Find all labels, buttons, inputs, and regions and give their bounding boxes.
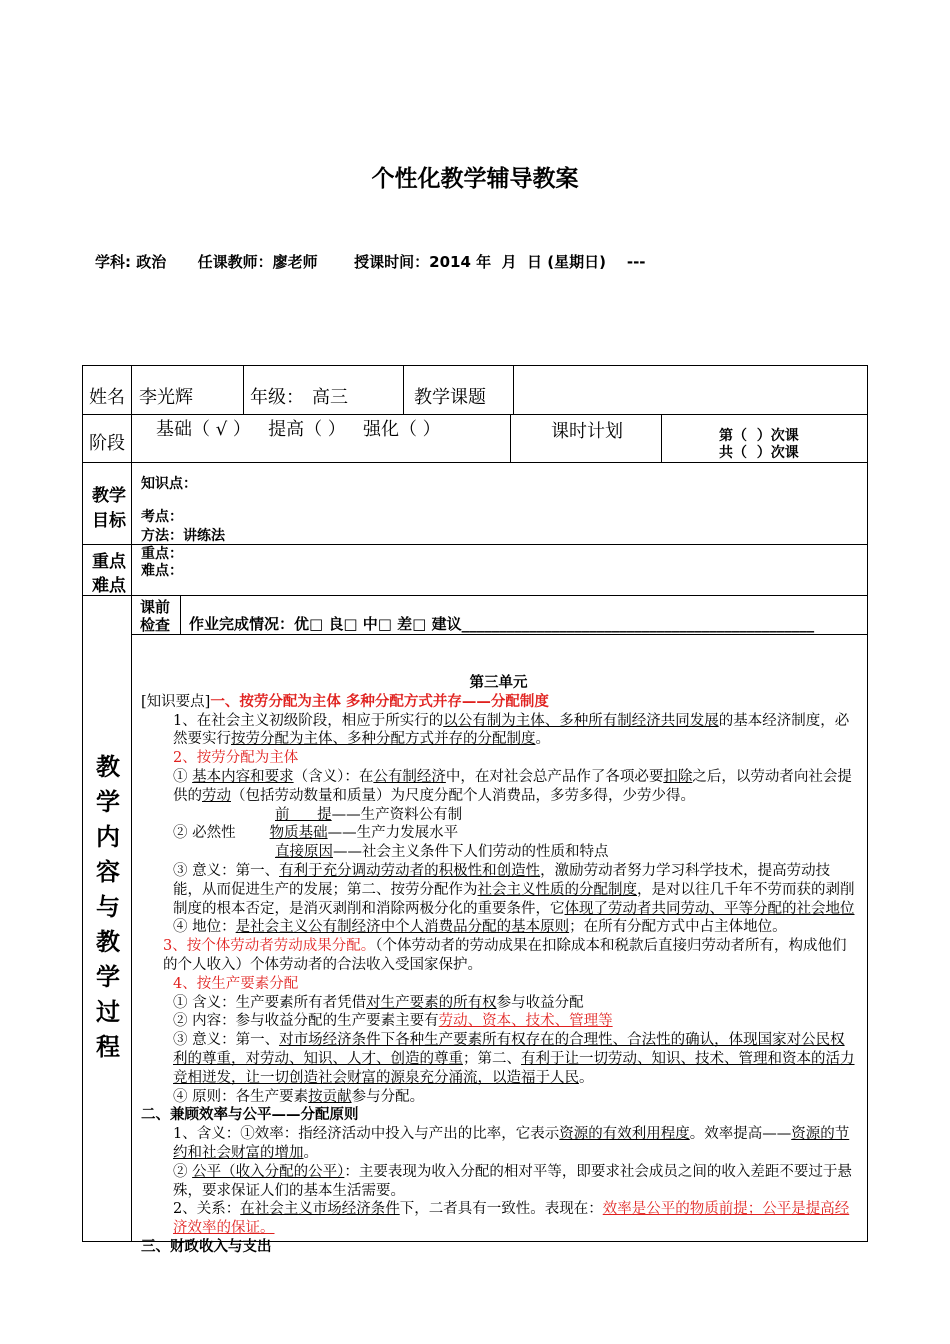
basic-content: ① 基本内容和要求（含义）：在公有制经济中，在对社会总产品作了各项必要扣除之后，以劳动者向社会提供的劳动（包括劳动数量和质量）为尺度分配个人消费品，多劳多得，少劳少得。 (173, 768, 852, 804)
hard-point: 难点： (141, 563, 183, 579)
status-paragraph: ④ 地位：是社会主义公有制经济中个人消费品分配的基本原则；在所有分配方式中占主体地位。 (173, 919, 787, 936)
necessity-premise: 前 提——生产资料公有制 (275, 806, 463, 823)
heading-3: 三、财政收入与支出 (141, 1238, 272, 1255)
name-label: 姓名 (89, 387, 125, 408)
plan-label: 课时计划 (551, 421, 623, 442)
lesson-time: 授课时间：2014 年 月 日 (星期日) --- (354, 253, 646, 271)
plan-current: 第（ ）次课 (719, 428, 799, 444)
stage-options: 基础（ √ ） 提高（ ） 强化（ ） (156, 419, 441, 440)
precheck-label-2: 检查 (140, 616, 171, 634)
necessity-direct: 直接原因——社会主义条件下人们劳动的性质和特点 (275, 844, 609, 861)
factor-meaning: ① 含义：生产要素所有者凭借对生产要素的所有权参与收益分配 (173, 994, 584, 1011)
fairness-meaning: ② 公平（收入分配的公平）：主要表现为收入分配的相对平等，即要求社会成员之间的收入差距不要过于悬殊，要求保证人们的基本生活需要。 (173, 1163, 852, 1199)
teaching-method: 方法：讲练法 (141, 528, 225, 544)
lesson-meta (95, 251, 646, 272)
section-4-title: 4、按生产要素分配 (173, 975, 299, 992)
factor-content: ② 内容：参与收益分配的生产要素主要有劳动、资本、技术、管理等 (173, 1013, 613, 1030)
exam-points: 考点： (141, 509, 183, 525)
heading-2: 二、兼顾效率与公平——分配原则 (141, 1107, 359, 1124)
lesson-content (141, 674, 856, 1257)
paragraph-1: 1、在社会主义初级阶段，相应于所实行的以公有制为主体、多种所有制经济共同发展的基本经济制度，必然要实行按劳分配为主体、多种分配方式并存的分配制度。 (173, 712, 850, 748)
unit-title: 第三单元 (469, 675, 528, 691)
precheck-label-1: 课前 (140, 598, 171, 616)
goal-label-2: 目标 (92, 511, 126, 531)
key-label-1: 重点 (92, 552, 126, 572)
relationship: 2、关系：在社会主义市场经济条件下，二者具有一致性。表现在：效率是公平的物质前提；公平是提高经济效率的保证。 (173, 1201, 850, 1237)
subject: 学科: 政治 (95, 253, 167, 271)
goal-label-1: 教学 (92, 486, 126, 506)
process-label: 教 学 内 容 与 教 学 过 程 (96, 753, 120, 1061)
necessity-material: ② 必然性 物质基础——生产力发展水平 (173, 825, 459, 842)
stage-label: 阶段 (89, 433, 125, 454)
key-label-2: 难点 (92, 576, 126, 596)
significance-paragraph: ③ 意义：第一、有利于充分调动劳动者的积极性和创造性，激励劳动者努力学习科学技术，提高劳动技能，从而促进生产的发展；第二、按劳分配作为社会主义性质的分配制度，是对以往几千年不劳而获的剥削制度的根本否定，是消灭剥削和消除两极分化的重要条件，它体现了劳动者共同劳动、平等分配的社会地位 (173, 862, 855, 917)
efficiency-meaning: 1、含义：①效率：指经济活动中投入与产出的比率，它表示资源的有效利用程度。效率提高——资源的节约和社会财富的增加。 (173, 1126, 850, 1161)
section-2-title: 2、按劳分配为主体 (173, 750, 299, 767)
factor-significance: ③ 意义：第一、对市场经济条件下各种生产要素所有权存在的合理性、合法性的确认，体现国家对公民权利的尊重，对劳动、知识、人才、创造的尊重；第二、有利于让一切劳动、知识、技术、管理和资本的活力竞相迸发，让一切创造社会财富的源泉充分涌流，以造福于人民。 (173, 1032, 855, 1086)
factor-principle: ④ 原则：各生产要素按贡献参与分配。 (173, 1088, 425, 1105)
key-point: 重点： (141, 546, 183, 562)
page-title: 个性化教学辅导教案 (371, 166, 579, 192)
teacher: 任课教师：廖老师 (197, 253, 318, 271)
homework-status: 作业完成情况：优□ 良□ 中□ 差□ 建议_______________________________________________ (189, 615, 815, 633)
name-value: 李光辉 (139, 387, 193, 408)
plan-total: 共（ ）次课 (719, 445, 799, 461)
knowledge-points: 知识点： (141, 476, 197, 492)
section-3: 3、按个体劳动者劳动成果分配。（个体劳动者的劳动成果在扣除成本和税款后直接归劳动者所有，构成他们的个人收入）个体劳动者的合法收入受国家保护。 (163, 938, 847, 973)
grade-value: 高三 (312, 387, 348, 408)
grade-label: 年级： (250, 387, 304, 408)
topic-label: 教学课题 (414, 387, 486, 408)
knowledge-heading: [知识要点]一、按劳分配为主体 多种分配方式并存——分配制度 (141, 693, 549, 710)
